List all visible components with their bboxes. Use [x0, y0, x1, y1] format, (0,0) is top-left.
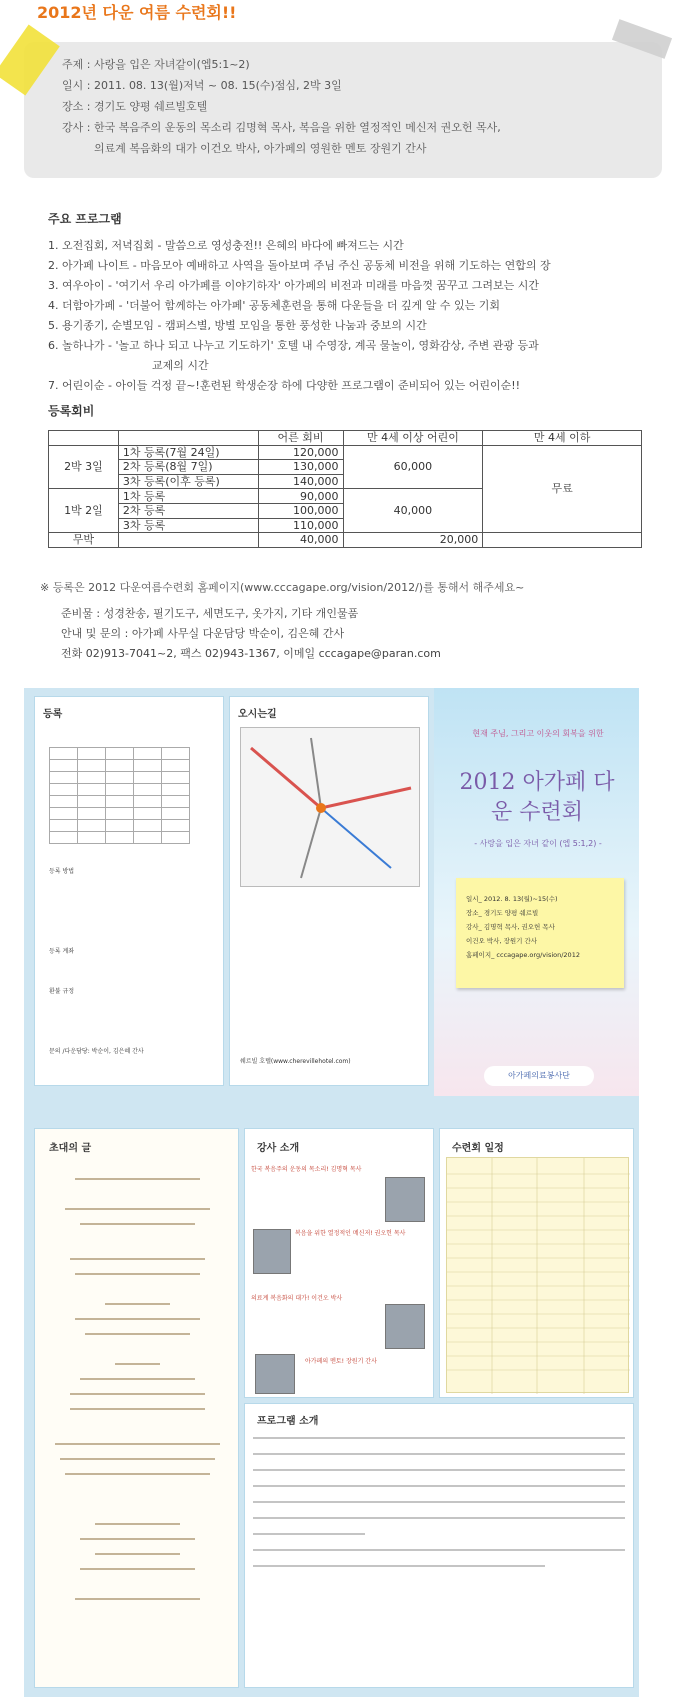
program-item: 6. 놀하나가 - '놀고 하나 되고 나누고 기도하기' 호텔 내 수영장, 계곡 물놀이, 영화감상, 주변 관광 등과 [48, 339, 539, 352]
map-image [240, 727, 420, 887]
event-info [62, 54, 501, 159]
fee-adult: 90,000 [258, 489, 343, 504]
directions-heading: 오시는길 [238, 709, 277, 720]
fee-heading: 등록회비 [48, 404, 95, 418]
reg-contact: 문의 /다운담당: 박순이, 김은혜 간사 [49, 1048, 144, 1055]
speakers-panel [244, 1128, 434, 1398]
fee-type: 3차 등록 [118, 518, 258, 533]
fee-adult: 120,000 [258, 445, 343, 460]
program-item: 3. 여우아이 - '여기서 우리 아가페를 이야기하자' 아가페의 비전과 미래를 마음껏 꿈꾸고 그려보는 시간 [48, 279, 540, 292]
speaker-3: 의료계 복음화의 대가! 이건오 박사 [251, 1295, 343, 1302]
schedule-table [446, 1157, 629, 1393]
reg-method: 등록 방법 [49, 868, 75, 875]
fee-type: 3차 등록(이후 등록) [118, 474, 258, 489]
fee-type: 1차 등록(7월 24일) [118, 445, 258, 460]
program-summary-lines [245, 1432, 635, 1682]
program-item-cont: 교제의 시간 [152, 359, 209, 372]
program-summary-panel [244, 1403, 634, 1688]
fee-type: 2차 등록 [118, 503, 258, 518]
schedule-panel [439, 1128, 634, 1398]
speaker-1-photo [385, 1177, 425, 1222]
info-date: 일시 : 2011. 08. 13(월)저녁 ~ 08. 15(수)점심, 2박 3일 [62, 79, 342, 92]
program-item: 7. 어린이순 - 아이들 걱정 끝~!훈련된 학생순장 하에 다양한 프로그램이 준비되어 있는 어린이순!! [48, 379, 521, 392]
schedule-grid [447, 1158, 630, 1394]
speaker-1: 한국 복음주의 운동의 목소리! 김명혁 목사 [251, 1166, 362, 1173]
fee-adult: 130,000 [258, 460, 343, 475]
mini-fee-table [49, 747, 190, 844]
directions-panel [229, 696, 429, 1086]
fee-child: 20,000 [343, 533, 483, 548]
reg-refund: 환불 규정 [49, 988, 75, 995]
poster [434, 688, 639, 1096]
brochure-image [24, 688, 639, 1697]
fee-adult: 40,000 [258, 533, 343, 548]
invitation-panel [34, 1128, 239, 1688]
invitation-text-lines [35, 1159, 240, 1679]
info-speakers: 강사 : 한국 복음주의 운동의 목소리 김명혁 목사, 복음을 위한 열정적인 메신저 권오헌 목사, [62, 121, 501, 134]
speaker-2-photo [253, 1229, 291, 1274]
fee-adult: 110,000 [258, 518, 343, 533]
speaker-4: 아가페의 멘토! 장원기 간사 [305, 1358, 377, 1365]
program-heading: 주요 프로그램 [48, 212, 122, 226]
register-note: ※ 등록은 2012 다운여름수련회 홈페이지(www.cccagape.org/vision/2012/)를 통해서 해주세요~ [40, 581, 525, 594]
reg-account: 등록 계좌 [49, 948, 75, 955]
program-list [48, 236, 668, 396]
fee-child: 60,000 [343, 445, 483, 489]
fee-adult: 140,000 [258, 474, 343, 489]
fee-child: 40,000 [343, 489, 483, 533]
speaker-3-photo [385, 1304, 425, 1349]
poster-title: 2012 아가페 다운 수련회 [459, 770, 615, 825]
fee-infant: 무료 [483, 445, 642, 533]
sticky-line: 이건오 박사, 장원기 간사 [466, 937, 538, 945]
poster-theme: - 사랑을 입은 자녀 같이 (엡 5:1,2) - [474, 839, 602, 848]
fee-header: 어른 회비 [258, 431, 343, 446]
sticky-line: 장소_ 경기도 양평 쉐르빌 [466, 909, 539, 917]
fee-table [48, 430, 642, 548]
program-item: 4. 더함아가페 - '더불어 함께하는 아가페' 공동체훈련을 통해 다운들을 더 깊게 알 수 있는 기회 [48, 299, 500, 312]
program-item: 2. 아가페 나이트 - 마음모아 예배하고 사역을 돌아보며 주님 주신 공동체 비전을 위해 기도하는 연합의 장 [48, 259, 551, 272]
fee-header: 만 4세 이하 [483, 431, 642, 446]
speakers-heading: 강사 소개 [257, 1143, 300, 1154]
program-item: 1. 오전집회, 저녁집회 - 말씀으로 영성충전!! 은혜의 바다에 빠져드는 시간 [48, 239, 404, 252]
sticky-line: 강사_ 김명혁 목사, 권오헌 목사 [466, 923, 555, 931]
hotel-info: 쉐르빌 호텔(www.cherevillehotel.com) [240, 1058, 351, 1065]
fee-group: 1박 2일 [49, 489, 119, 533]
fee-type: 1차 등록 [118, 489, 258, 504]
logo: 아가페의료봉사단 [484, 1066, 594, 1086]
contact-note: 안내 및 문의 : 아가페 사무실 다운담당 박순이, 김은혜 간사 [61, 627, 345, 640]
fee-group: 2박 3일 [49, 445, 119, 489]
sticky-line: 일시_ 2012. 8. 13(월)~15(수) [466, 895, 558, 903]
sticky-line: 홈페이지_ cccagape.org/vision/2012 [466, 951, 580, 959]
fee-type [118, 533, 258, 548]
schedule-heading: 수련회 일정 [452, 1143, 504, 1154]
invitation-heading: 초대의 글 [49, 1143, 92, 1154]
registration-heading: 등록 [43, 709, 63, 720]
poster-subtitle: 현재 주님, 그리고 이웃의 회복을 위한 [472, 729, 604, 738]
fee-group: 무박 [49, 533, 119, 548]
sticky-note [456, 878, 624, 988]
map-roads [241, 728, 421, 888]
speaker-2: 복음을 위한 열정적인 메신저! 권오헌 목사 [295, 1230, 406, 1237]
notes [40, 578, 524, 664]
program-item: 5. 용기종기, 순별모임 - 캠퍼스별, 방별 모임을 통한 풍성한 나눔과 중보의 시간 [48, 319, 427, 332]
prepare-note: 준비물 : 성경찬송, 필기도구, 세면도구, 옷가지, 기타 개인물품 [61, 607, 359, 620]
fee-adult: 100,000 [258, 503, 343, 518]
registration-panel [34, 696, 224, 1086]
info-speakers-cont: 의료계 복음화의 대가 이건오 박사, 아가페의 영원한 멘토 장원기 간사 [94, 142, 427, 155]
program-summary-heading: 프로그램 소개 [257, 1416, 319, 1427]
info-theme: 주제 : 사랑을 입은 자녀같이(엡5:1~2) [62, 58, 250, 71]
page-title: 2012년 다운 여름 수련회!! [37, 3, 237, 22]
fee-header: 만 4세 이상 어린이 [343, 431, 483, 446]
sticky-text [466, 892, 580, 962]
phone-note: 전화 02)913-7041~2, 팩스 02)943-1367, 이메일 cccagape@paran.com [61, 647, 441, 660]
fee-type: 2차 등록(8월 7일) [118, 460, 258, 475]
info-place: 장소 : 경기도 양평 쉐르빌호텔 [62, 100, 208, 113]
speaker-4-photo [255, 1354, 295, 1394]
